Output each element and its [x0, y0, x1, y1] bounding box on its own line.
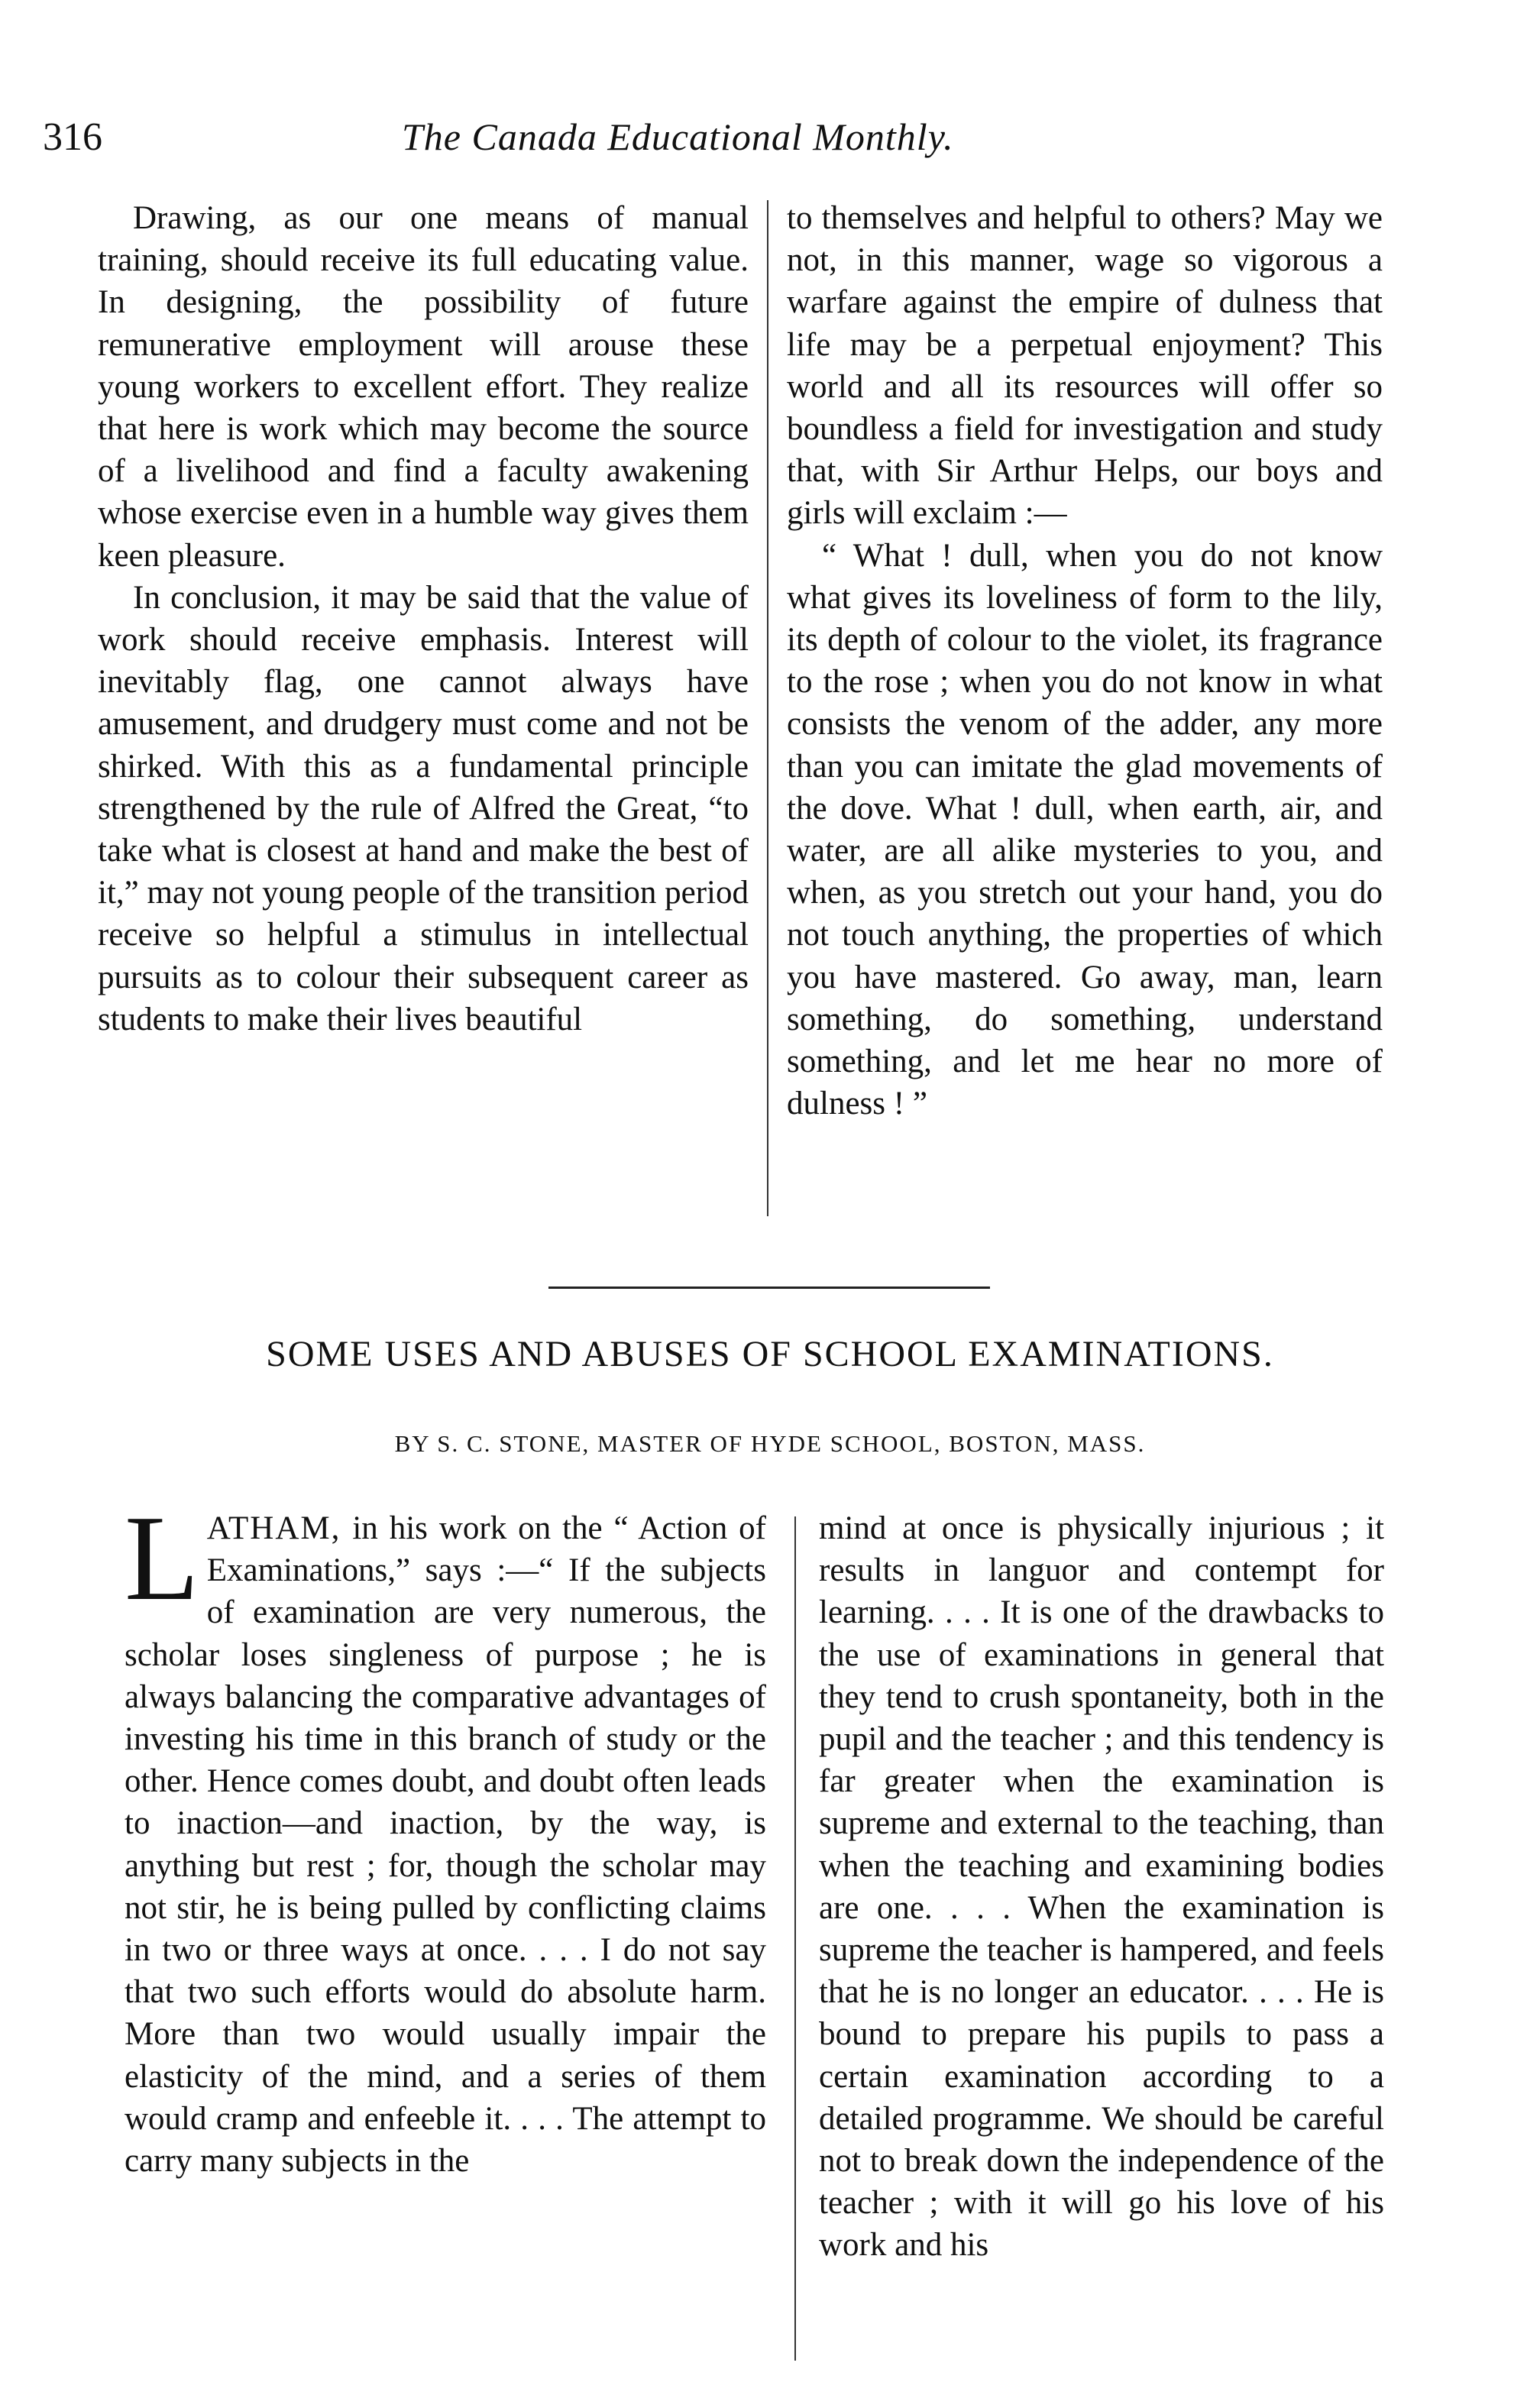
article-text: in his work on the “ Action of Examinations,” says :—“ If the subjects of examination are very numerous, the scholar loses singleness of purpose ; he is always balancing the comparative advantages of investing his time in this branch of study or the other. Hence comes doubt, and doubt often leads to inaction—and inaction, by the way, is anything but rest ; for, though the scholar may not stir, he is being pulled by conflicting claims in two or three ways at once. . . . I do not say that two such efforts would do absolute harm. More than two would usually impair the elasticity of the mind, and a series of them would cramp and enfeeble it. . . . The attempt to carry many subjects in the	[125, 1510, 766, 2180]
section-divider	[548, 1287, 990, 1289]
page-header	[43, 115, 1097, 168]
column-rule	[767, 200, 768, 1216]
continued-text-right-column	[787, 197, 1383, 1125]
first-word: ATHAM,	[206, 1510, 341, 1546]
article-text: mind at once is physically injurious ; it results in languor and contempt for learning. . . . It is one of the drawbacks to the use of examinations in general that they tend to crush spontaneity, both in the pupil and the teacher ; and this tendency is far greater when the examination is supreme and external to the teaching, than when the teaching and examining bodies are one. . . . When the examination is supreme the teacher is hampered, and feels that he is no longer an educator. . . . He is bound to prepare his pupils to pass a certain examination according to a detailed programme. We should be careful not to break down the independence of the teacher ; with it will go his love of his work and his	[819, 1510, 1384, 2264]
continued-text-left-column	[98, 197, 749, 1041]
paragraph: to themselves and helpful to others? May we not, in this manner, wage so vigorous a warfare against the empire of dulness that life may be a perpetual enjoyment? This world and all its resources will offer so boundless a field for investigation and study that, with Sir Arthur Helps, our boys and girls will exclaim :—	[787, 200, 1383, 532]
article-left-column	[125, 1490, 766, 2182]
paragraph: Drawing, as our one means of manual training, should receive its full educating value. In designing, the possibility of future remunerative employment will arouse these young workers to excellent effort. They realize that here is work which may become the source of a livelihood and find a faculty awakening whose exercise even in a humble way gives them keen pleasure.	[98, 200, 749, 574]
paragraph: In conclusion, it may be said that the value of work should receive emphasis. Interest will inevitably flag, one cannot always have amusement, and drudgery must come and not be shirked. With this as a fundamental principle strengthened by the rule of Alfred the Great, “to take what is closest at hand and make the best of it,” may not young people of the transition period receive so helpful a stimulus in intellectual pursuits as to colour their subsequent career as students to make their lives beautiful	[98, 579, 749, 1037]
drop-cap: L	[125, 1490, 199, 1626]
article-right-column	[819, 1507, 1384, 2267]
running-title: The Canada Educational Monthly.	[402, 115, 954, 158]
article-byline: BY S. C. STONE, MASTER OF HYDE SCHOOL, BOSTON, MASS.	[394, 1430, 1146, 1457]
quotation-paragraph: “ What ! dull, when you do not know what gives its loveliness of form to the lily, its depth of colour to the violet, its fragrance to the rose ; when you do not know in what consists the venom of the adder, any more than you can imitate the glad movements of the dove. What ! dull, when earth, air, and water, are all alike mysteries to you, and when, as you stretch out your hand, you do not touch anything, the properties of which you have mastered. Go away, man, learn something, do something, understand something, and let me hear no more of dulness ! ”	[787, 537, 1383, 1122]
article-title: SOME USES AND ABUSES OF SCHOOL EXAMINATIONS.	[266, 1334, 1274, 1374]
column-rule	[794, 1516, 796, 2361]
page-number: 316	[43, 115, 102, 159]
